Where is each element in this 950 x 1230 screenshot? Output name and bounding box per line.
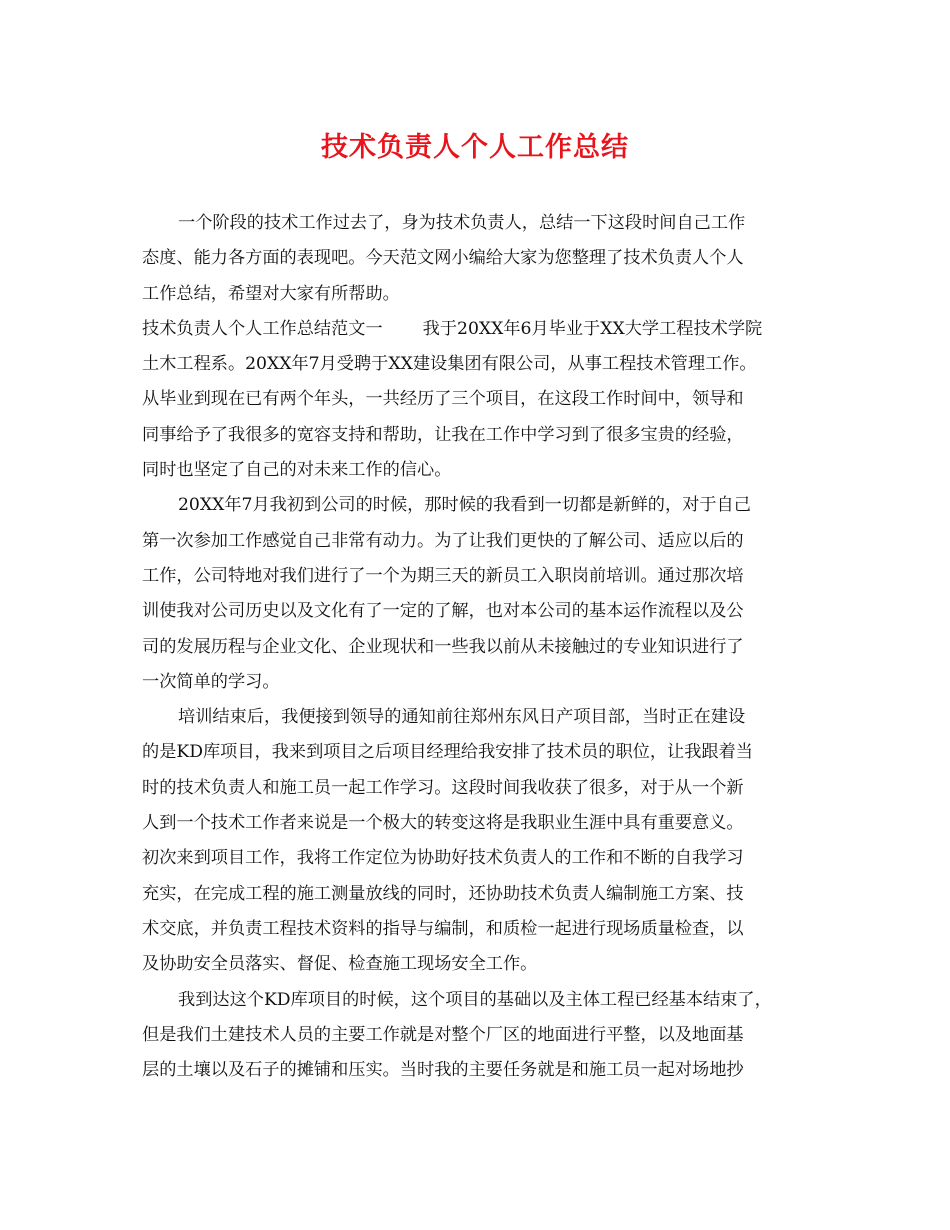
section-heading: 技术负责人个人工作总结范文一 [142,318,383,339]
text-line: 一个阶段的技术工作过去了，身为技术负责人，总结一下这段时间自己工作 [178,213,746,233]
text-line: 我到达这个KD库项目的时候，这个项目的基础以及主体工程已经基本结束了， [178,989,772,1010]
text-line: 司的发展历程与企业文化、企业现状和一些我以前从未接触过的专业知识进行了 [142,636,744,657]
text-line: 训使我对公司历史以及文化有了一定的了解，也对本公司的基本运作流程以及公 [142,601,744,622]
text-line: 同事给予了我很多的宽容支持和帮助，让我在工作中学习到了很多宝贵的经验， [142,424,744,445]
text-line: 层的土壤以及石子的摊铺和压实。当时我的主要任务就是和施工员一起对场地抄 [142,1060,744,1081]
document-body [142,206,812,1088]
text-line: 同时也坚定了自己的对未来工作的信心。 [142,460,452,481]
text-fragment: 我于20XX年6月毕业于XX大学工程技术学院 [422,318,763,339]
text-line: 一次简单的学习。 [142,671,280,692]
text-line: 工作，公司特地对我们进行了一个为期三天的新员工入职岗前培训。通过那次培 [142,565,744,586]
text-line: 态度、能力各方面的表现吧。今天范文网小编给大家为您整理了技术负责人个人 [142,248,744,269]
text-line: 人到一个技术工作者来说是一个极大的转变这将是我职业生涯中具有重要意义。 [142,813,744,834]
text-line: 培训结束后，我便接到领导的通知前往郑州东风日产项目部，当时正在建设 [178,707,746,728]
text-line: 土木工程系。20XX年7月受聘于XX建设集团有限公司，从事工程技术管理工作。 [142,354,757,375]
text-line: 充实，在完成工程的施工测量放线的同时，还协助技术负责人编制施工方案、技 [142,883,744,904]
text-line: 初次来到项目工作，我将工作定位为协助好技术负责人的工作和不断的自我学习 [142,848,744,869]
text-line: 但是我们土建技术人员的主要工作就是对整个厂区的地面进行平整，以及地面基 [142,1024,744,1045]
text-line: 工作总结，希望对大家有所帮助。 [142,283,400,304]
text-line: 第一次参加工作感觉自己非常有动力。为了让我们更快的了解公司、适应以后的 [142,530,744,551]
text-line: 及协助安全员落实、督促、检查施工现场安全工作。 [142,954,538,975]
text-line: 的是KD库项目，我来到项目之后项目经理给我安排了技术员的职位，让我跟着当 [142,742,753,763]
text-line [142,312,812,347]
text-line: 从毕业到现在已有两个年头，一共经历了三个项目，在这段工作时间中，领导和 [142,389,744,410]
text-line: 术交底，并负责工程技术资料的指导与编制，和质检一起进行现场质量检查，以 [142,918,744,939]
text-line: 时的技术负责人和施工员一起工作学习。这段时间我收获了很多，对于从一个新 [142,777,744,798]
document-title: 技术负责人个人工作总结 [321,132,629,163]
text-line: 20XX年7月我初到公司的时候，那时候的我看到一切都是新鲜的，对于自己 [178,495,751,516]
